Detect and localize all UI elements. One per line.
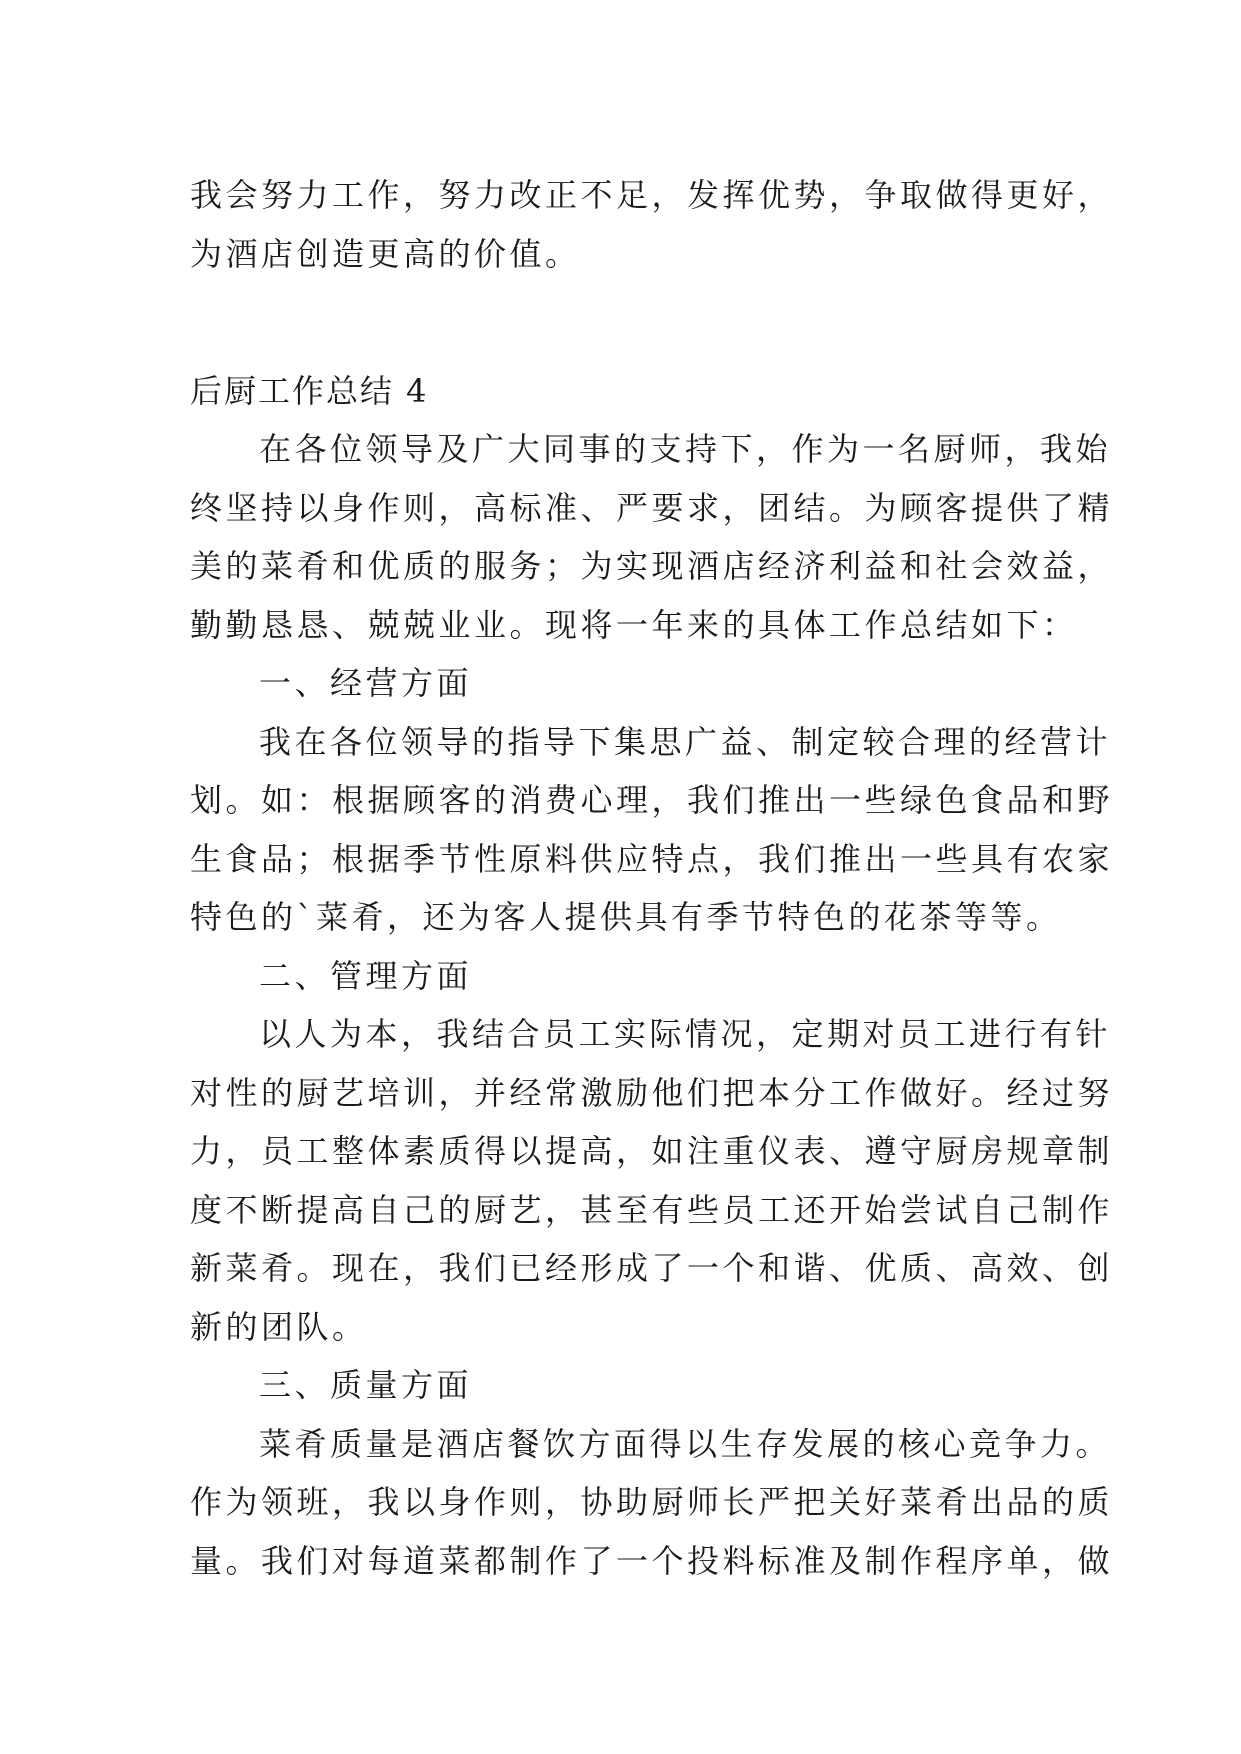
subheading-operations: 一、经营方面 [259,664,473,702]
paragraph-line: 菜肴质量是酒店餐饮方面得以生存发展的核心竞争力。 [259,1424,1112,1463]
subheading-quality: 三、质量方面 [259,1366,473,1404]
paragraph-line: 我在各位领导的指导下集思广益、制定较合理的经营计 [259,722,1112,761]
paragraph-line: 特色的`菜肴，还为客人提供具有季节特色的花茶等等。 [190,898,1062,936]
paragraph-line: 量。我们对每道菜都制作了一个投料标准及制作程序单，做 [190,1541,1114,1580]
document-body [190,166,1114,1590]
paragraph-line: 生食品；根据季节性原料供应特点，我们推出一些具有农家 [190,839,1114,878]
spacer [190,283,1070,303]
paragraph-line: 勤勤恳恳、兢兢业业。现将一年来的具体工作总结如下： [190,605,1078,644]
paragraph-line: 以人为本，我结合员工实际情况，定期对员工进行有针 [259,1015,1112,1053]
spacer [190,303,1070,362]
subheading-management: 二、管理方面 [259,956,473,995]
section-title: 后厨工作总结 4 [190,371,429,410]
paragraph-line: 力，员工整体素质得以提高，如注重仪表、遵守厨房规章制 [190,1132,1114,1170]
paragraph-line: 新菜肴。现在，我们已经形成了一个和谐、优质、高效、创 [190,1249,1114,1287]
paragraph-line: 对性的厨艺培训，并经常激励他们把本分工作做好。经过努 [190,1073,1114,1112]
paragraph-line: 新的团队。 [190,1307,368,1346]
intro-line: 我会努力工作，努力改正不足，发挥优势，争取做得更好， [190,176,1114,214]
paragraph-line: 终坚持以身作则，高标准、严要求，团结。为顾客提供了精 [190,488,1114,527]
intro-line: 为酒店创造更高的价值。 [190,234,581,273]
paragraph-line: 作为领班，我以身作则，协助厨师长严把关好菜肴出品的质 [190,1483,1114,1521]
paragraph-line: 在各位领导及广大同事的支持下，作为一名厨师，我始 [259,430,1112,468]
paragraph-line: 美的菜肴和优质的服务；为实现酒店经济利益和社会效益， [190,547,1114,585]
paragraph-line: 划。如：根据顾客的消费心理，我们推出一些绿色食品和野 [190,781,1114,819]
paragraph-line: 度不断提高自己的厨艺，甚至有些员工还开始尝试自己制作 [190,1190,1114,1229]
